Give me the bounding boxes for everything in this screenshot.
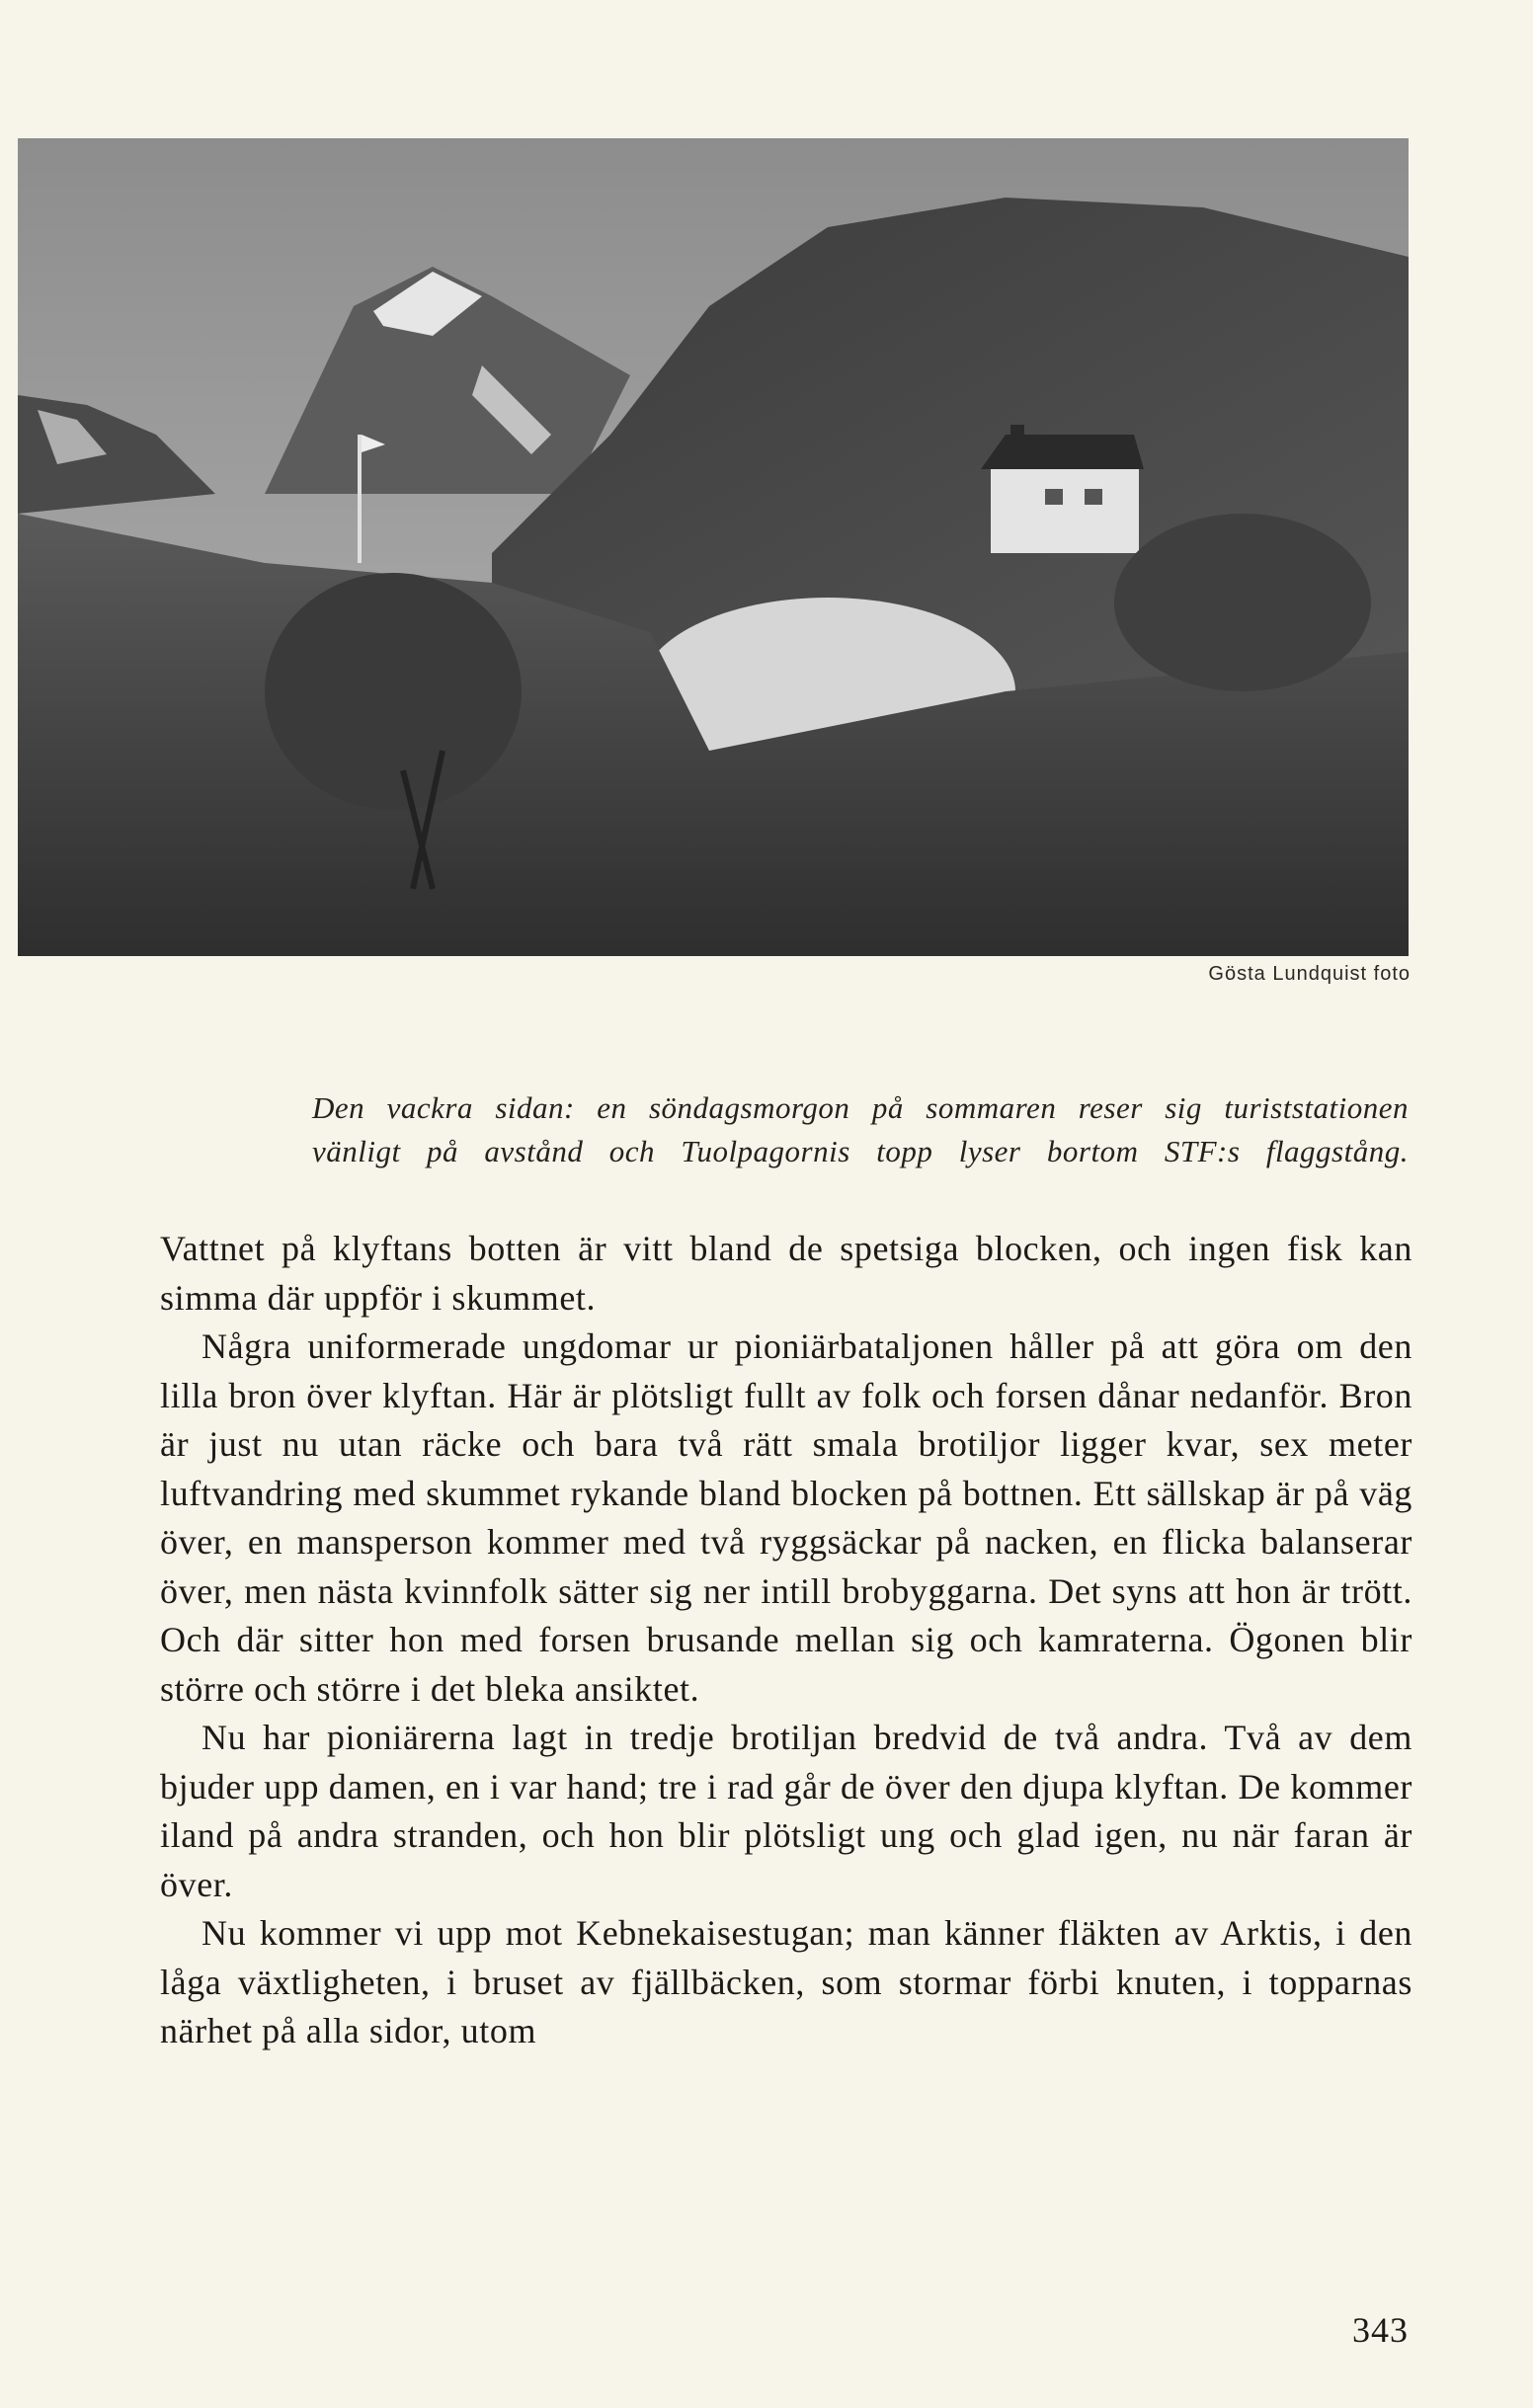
caption-line: Den vackra sidan: en söndagsmorgon på sommaren reser sig turiststationen bbox=[312, 1090, 1409, 1125]
body-text bbox=[160, 1225, 1412, 2056]
landscape-photo bbox=[18, 138, 1409, 956]
mountain-scene-image bbox=[18, 138, 1409, 956]
paragraph: Vattnet på klyftans botten är vitt bland de spetsiga blocken, och ingen fisk kan simma där uppför i skummet. bbox=[160, 1229, 1412, 1318]
photo-credit: Gösta Lundquist foto bbox=[1208, 963, 1411, 985]
paragraph: Några uniformerade ungdomar ur pioniärbataljonen håller på att göra om den lilla bron över klyftan. Här är plötsligt fullt av folk och forsen dånar nedanför. Bron är just nu utan räcke och bara två rätt smala brotiljor ligger kvar, sex meter luftvandring med skummet rykande bland blocken på bottnen. Ett sällskap är på väg över, en mansperson kommer med två ryggsäckar på nacken, en flicka balanserar över, men nästa kvinnfolk sätter sig ner intill brobyggarna. Det syns att hon är trött. Och där sitter hon med forsen brusande mellan sig och kamraterna. Ögonen blir större och större i det bleka ansiktet. bbox=[160, 1326, 1412, 1709]
paragraph: Nu har pioniärerna lagt in tredje brotiljan bredvid de två andra. Två av dem bjuder upp damen, en i var hand; tre i rad går de över den djupa klyftan. De kommer iland på andra stranden, och hon blir plötsligt ung och glad igen, nu när faran är över. bbox=[160, 1718, 1412, 1904]
page-number: 343 bbox=[1352, 2310, 1409, 2350]
caption-line: vänligt på avstånd och Tuolpagornis topp lyser bortom STF:s flaggstång. bbox=[312, 1134, 1409, 1168]
paragraph: Nu kommer vi upp mot Kebnekaisestugan; man känner fläkten av Arktis, i den låga växtligheten, i bruset av fjällbäcken, som stormar förbi knuten, i topparnas närhet på alla sidor, utom bbox=[160, 1913, 1412, 2050]
photo-caption bbox=[312, 1086, 1409, 1173]
